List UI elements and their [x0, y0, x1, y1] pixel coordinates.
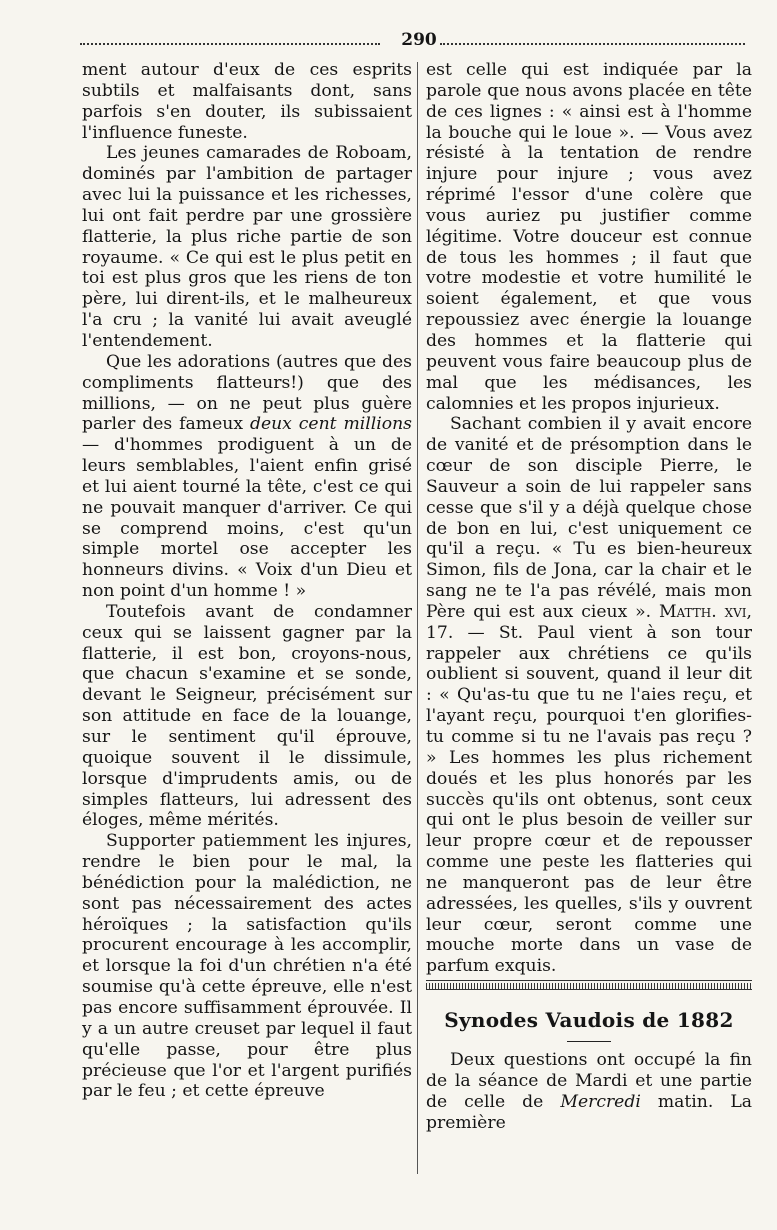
paragraph	[426, 1050, 752, 1133]
section-title: Synodes Vaudois de 1882	[444, 1008, 734, 1033]
title-dash	[567, 1041, 611, 1042]
section-separator	[426, 980, 752, 991]
italic-text: deux cent millions	[249, 414, 412, 435]
paragraph: Supporter patiemment les injures, rendre le bien pour le mal, la bénédiction pour la malédiction, ne sont pas nécessairement des actes héroïques ; la satisfaction qu'ils procurent encourage à les accomplir, et lorsque la foi d'un chrétien n'a été soumise qu'à cette épreuve, elle n'est pas encore suffisamment éprouvée. Il y a un autre creuset par lequel il faut qu'elle passe, pour être plus précieuse que l'or et l'argent purifiés par le feu ; et cette épreuve	[82, 831, 412, 1102]
italic-text: Mercredi	[560, 1091, 641, 1112]
paragraph	[426, 414, 752, 977]
column-divider	[417, 62, 418, 1174]
left-column	[82, 60, 412, 1102]
paragraph: est celle qui est indiquée par la parole que nous avons placée en tête de ces lignes : « ainsi est à l'homme la bouche qui le loue ». — Vous avez résisté à la tentation de rendre injure pour injure ; vous avez réprimé l'essor d'une colère que vous auriez pu justifier comme légitime. Votre douceur est connue de tous les hommes ; il faut que votre modestie et votre humilité le soient également, et que vous repoussiez avec énergie la louange des hommes et la flatterie qui peuvent vous faire beaucoup plus de mal que les médisances, les calomnies et les propos injurieux.	[426, 60, 752, 414]
text-run: Que les adorations (autres que des compliments flatteurs!) que des millions, — on ne peut plus guère parler des fameux	[82, 351, 412, 435]
text-run: , 17. — St. Paul vient à son tour rappeler aux chrétiens ce qu'ils oublient si souvent, quand il leur dit : « Qu'as-tu que tu ne l'aies reçu, et l'ayant reçu, pourquoi t'en glorifies-tu comme si tu ne l'avais pas reçu ? » Les hommes les plus richement doués et les plus honorés par les succès qu'ils ont obtenus, sont ceux qui ont le plus besoin de veiller sur leur propre cœur et de repousser comme une peste les flatteries qui ne manqueront pas de leur être adressées, les quelles, s'ils y ouvrent leur cœur, seront comme une mouche morte dans un vase de parfum exquis.	[426, 601, 752, 977]
paragraph: ment autour d'eux de ces esprits subtils et malfaisants dont, sans parfois s'en douter, ils subissaient l'influence funeste.	[82, 60, 412, 143]
page-header	[80, 30, 745, 56]
paragraph	[82, 352, 412, 602]
right-column	[426, 60, 752, 1134]
paragraph: Les jeunes camarades de Roboam, dominés par l'ambition de partager avec lui la puissance et les richesses, lui ont fait perdre par une grossière flatterie, la plus riche partie de son royaume. « Ce qui est le plus petit en toi est plus gros que les riens de ton père, lui dirent-ils, et le malheureux l'a cru ; la vanité lui avait aveuglé l'entendement.	[82, 143, 412, 351]
text-run: matin. La première	[426, 1091, 753, 1133]
bible-reference: Matth. xvi	[658, 601, 747, 622]
text-run: Sachant combien il y avait encore de vanité et de présomption dans le cœur de son disciple Pierre, le Sauveur a soin de lui rappeler sans cesse que s'il y a déjà quelque chose de bon en lui, c'est uniquement ce qu'il a reçu. « Tu es bien-heureux Simon, fils de Jona, car la chair et le sang ne te l'a pas révélé, mais mon Père qui est aux cieux ».	[426, 414, 752, 622]
separator-line	[426, 981, 752, 990]
header-ornament-left	[80, 43, 380, 47]
paragraph: Toutefois avant de condamner ceux qui se laissent gagner par la flatterie, il est bon, croyons-nous, que chacun s'examine et se sonde, devant le Seigneur, précisément sur son attitude en face de la louange, sur le sentiment qu'il éprouve, quoique souvent il le dissimule, lorsque d'imprudents amis, ou de simples flatteurs, lui adressent des éloges, même mérités.	[82, 601, 412, 831]
page-number: 290	[401, 30, 437, 50]
header-ornament-right	[440, 43, 745, 47]
text-run: Deux questions ont occupé la fin de la séance de Mardi et une partie de celle de	[426, 1050, 752, 1112]
text-run: — d'hommes prodiguent à un de leurs semblables, l'aient enfin grisé et lui aient tourné la tête, c'est ce qui ne pouvait manquer d'arriver. Ce qui se comprend moins, c'est qu'un simple mortel ose accepter les honneurs divins. « Voix d'un Dieu et non point d'un homme ! »	[82, 435, 412, 602]
